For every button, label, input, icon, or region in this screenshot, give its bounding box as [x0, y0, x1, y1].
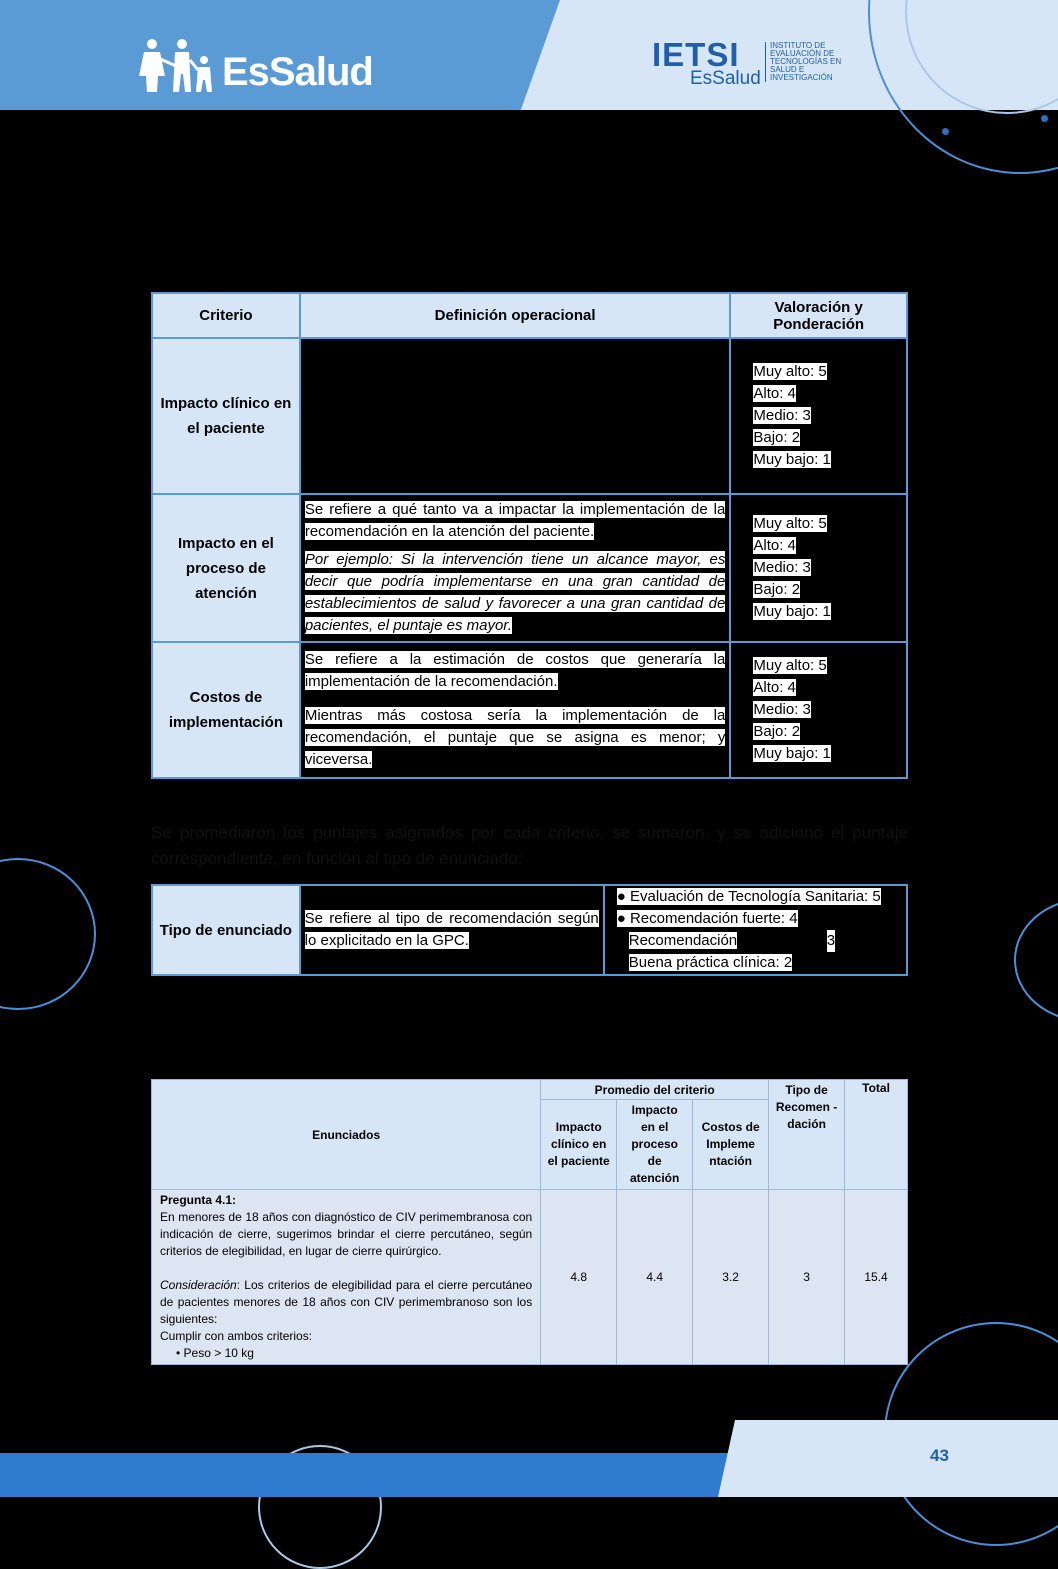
- score-item: Muy bajo: 1: [753, 745, 831, 762]
- header-valoracion: Valoración y Ponderación: [730, 293, 907, 338]
- header-tipo: Tipo de Recomen - dación: [769, 1080, 845, 1190]
- ietsi-logo-description: INSTITUTO DE EVALUACIÓN DE TECNOLOGÍAS EN SALUD E INVESTIGACIÓN: [765, 42, 850, 82]
- criterion-label: Tipo de enunciado: [152, 885, 300, 975]
- score-tipo: 3: [769, 1190, 845, 1365]
- criterion-label: Impacto clínico en el paciente: [152, 338, 300, 494]
- page-number: 43: [930, 1446, 949, 1465]
- decorative-dot: [1041, 115, 1048, 122]
- criteria-bullet: Peso > 10 kg: [183, 1346, 254, 1360]
- score-item: Medio: 3: [753, 559, 811, 576]
- score-item: Alto: 4: [753, 385, 796, 402]
- family-logo-icon: [138, 38, 222, 94]
- header-promedio: Promedio del criterio: [541, 1080, 769, 1100]
- score-item: Muy alto: 5: [753, 363, 827, 380]
- score-item: Muy alto: 5: [753, 515, 827, 532]
- body-paragraph: Se promediaron los puntajes asignados por cada criterio, se sumaron, y se adicionó el puntaje correspondiente, en función al tipo de enunciado:: [151, 823, 908, 868]
- score-item: Muy alto: 5: [753, 657, 827, 674]
- table-row: [152, 1190, 908, 1365]
- statement-type-item: Recomendación: [628, 932, 738, 949]
- ietsi-logo-subtitle: EsSalud: [690, 68, 761, 89]
- statement-type-item: Buena práctica clínica: 2: [628, 954, 793, 971]
- consideration-text: : Los criterios de elegibilidad para el cierre percutáneo de pacientes menores de 18 años con CIV perimembranoso son los siguientes:: [160, 1278, 533, 1326]
- footer-band: [0, 1453, 740, 1497]
- score-item: Alto: 4: [753, 537, 796, 554]
- criteria-intro: Cumplir con ambos criterios:: [160, 1329, 313, 1343]
- score-impacto-proceso: 4.4: [617, 1190, 693, 1365]
- table-row: [152, 885, 907, 975]
- footer-light-band: [718, 1420, 1058, 1497]
- statement-type-item: ● Recomendación fuerte: 4: [616, 910, 798, 927]
- score-list: [730, 338, 907, 494]
- score-item: Alto: 4: [753, 679, 796, 696]
- definition-cell: [300, 885, 604, 975]
- definition-note: Mientras más costosa sería la implementación de la recomendación, el puntaje que se asigna es menor; y viceversa.: [304, 707, 726, 768]
- header-definicion: Definición operacional: [300, 293, 731, 338]
- score-item: Bajo: 2: [753, 429, 801, 446]
- criteria-table: [151, 292, 908, 779]
- definition-example: Por ejemplo: Si la intervención tiene un alcance mayor, es decir que podría implementarse en una gran cantidad de establecimientos de salud y favorecer a una gran cantidad de pacientes, el puntaje es mayor.: [304, 551, 726, 634]
- decorative-dot: [942, 128, 949, 135]
- definition-cell: [300, 642, 731, 778]
- score-list: [730, 494, 907, 642]
- table-row: [152, 642, 907, 778]
- score-item: Medio: 3: [753, 407, 811, 424]
- decorative-circle-left: [0, 858, 96, 1010]
- question-label: Pregunta 4.1:: [160, 1193, 237, 1207]
- statement-type-score: 3: [827, 930, 835, 952]
- score-item: Muy bajo: 1: [753, 451, 831, 468]
- consideration-label: Consideración: [160, 1278, 237, 1292]
- score-item: Bajo: 2: [753, 581, 801, 598]
- table-row: [152, 338, 907, 494]
- score-item: Medio: 3: [753, 701, 811, 718]
- essalud-logo-text: EsSalud: [222, 50, 373, 94]
- bullet-icon: •: [176, 1346, 184, 1360]
- definition-cell: [300, 494, 731, 642]
- question-text: En menores de 18 años con diagnóstico de CIV perimembranosa con indicación de cierre, sugerimos brindar el cierre percutáneo, según criterios de elegibilidad, en lugar de cierre quirúrgico.: [160, 1210, 533, 1258]
- header-criterio: Criterio: [152, 293, 300, 338]
- definition-text: Se refiere a qué tanto va a impactar la implementación de la recomendación en la atención del paciente.: [304, 501, 726, 540]
- criterion-label: Costos de implementación: [152, 642, 300, 778]
- statement-type-item: ● Evaluación de Tecnología Sanitaria: 5: [616, 888, 881, 905]
- statement-cell: [152, 1190, 541, 1365]
- scores-table: [151, 1079, 908, 1365]
- score-costos: 3.2: [693, 1190, 769, 1365]
- score-impacto-clinico: 4.8: [541, 1190, 617, 1365]
- header-impacto-clinico: Impacto clínico en el paciente: [541, 1100, 617, 1190]
- score-list: [730, 642, 907, 778]
- table-row: [152, 494, 907, 642]
- statement-type-list: [604, 885, 907, 975]
- header-costos: Costos de Impleme ntación: [693, 1100, 769, 1190]
- definition-cell: [300, 338, 731, 494]
- score-item: Muy bajo: 1: [753, 603, 831, 620]
- criterion-label: Impacto en el proceso de atención: [152, 494, 300, 642]
- definition-text: Se refiere a la estimación de costos que generaría la implementación de la recomendación.: [304, 651, 726, 690]
- statement-type-table: [151, 884, 908, 976]
- header-enunciados: Enunciados: [152, 1080, 541, 1190]
- score-item: Bajo: 2: [753, 723, 801, 740]
- ietsi-logo-title: IETSI: [652, 36, 740, 73]
- header-impacto-proceso: Impacto en el proceso de atención: [617, 1100, 693, 1190]
- header-total: Total: [845, 1080, 908, 1190]
- decorative-circle-right: [1014, 898, 1058, 1022]
- definition-text: Se refiere al tipo de recomendación según lo explicitado en la GPC.: [304, 910, 599, 949]
- score-total: 15.4: [845, 1190, 908, 1365]
